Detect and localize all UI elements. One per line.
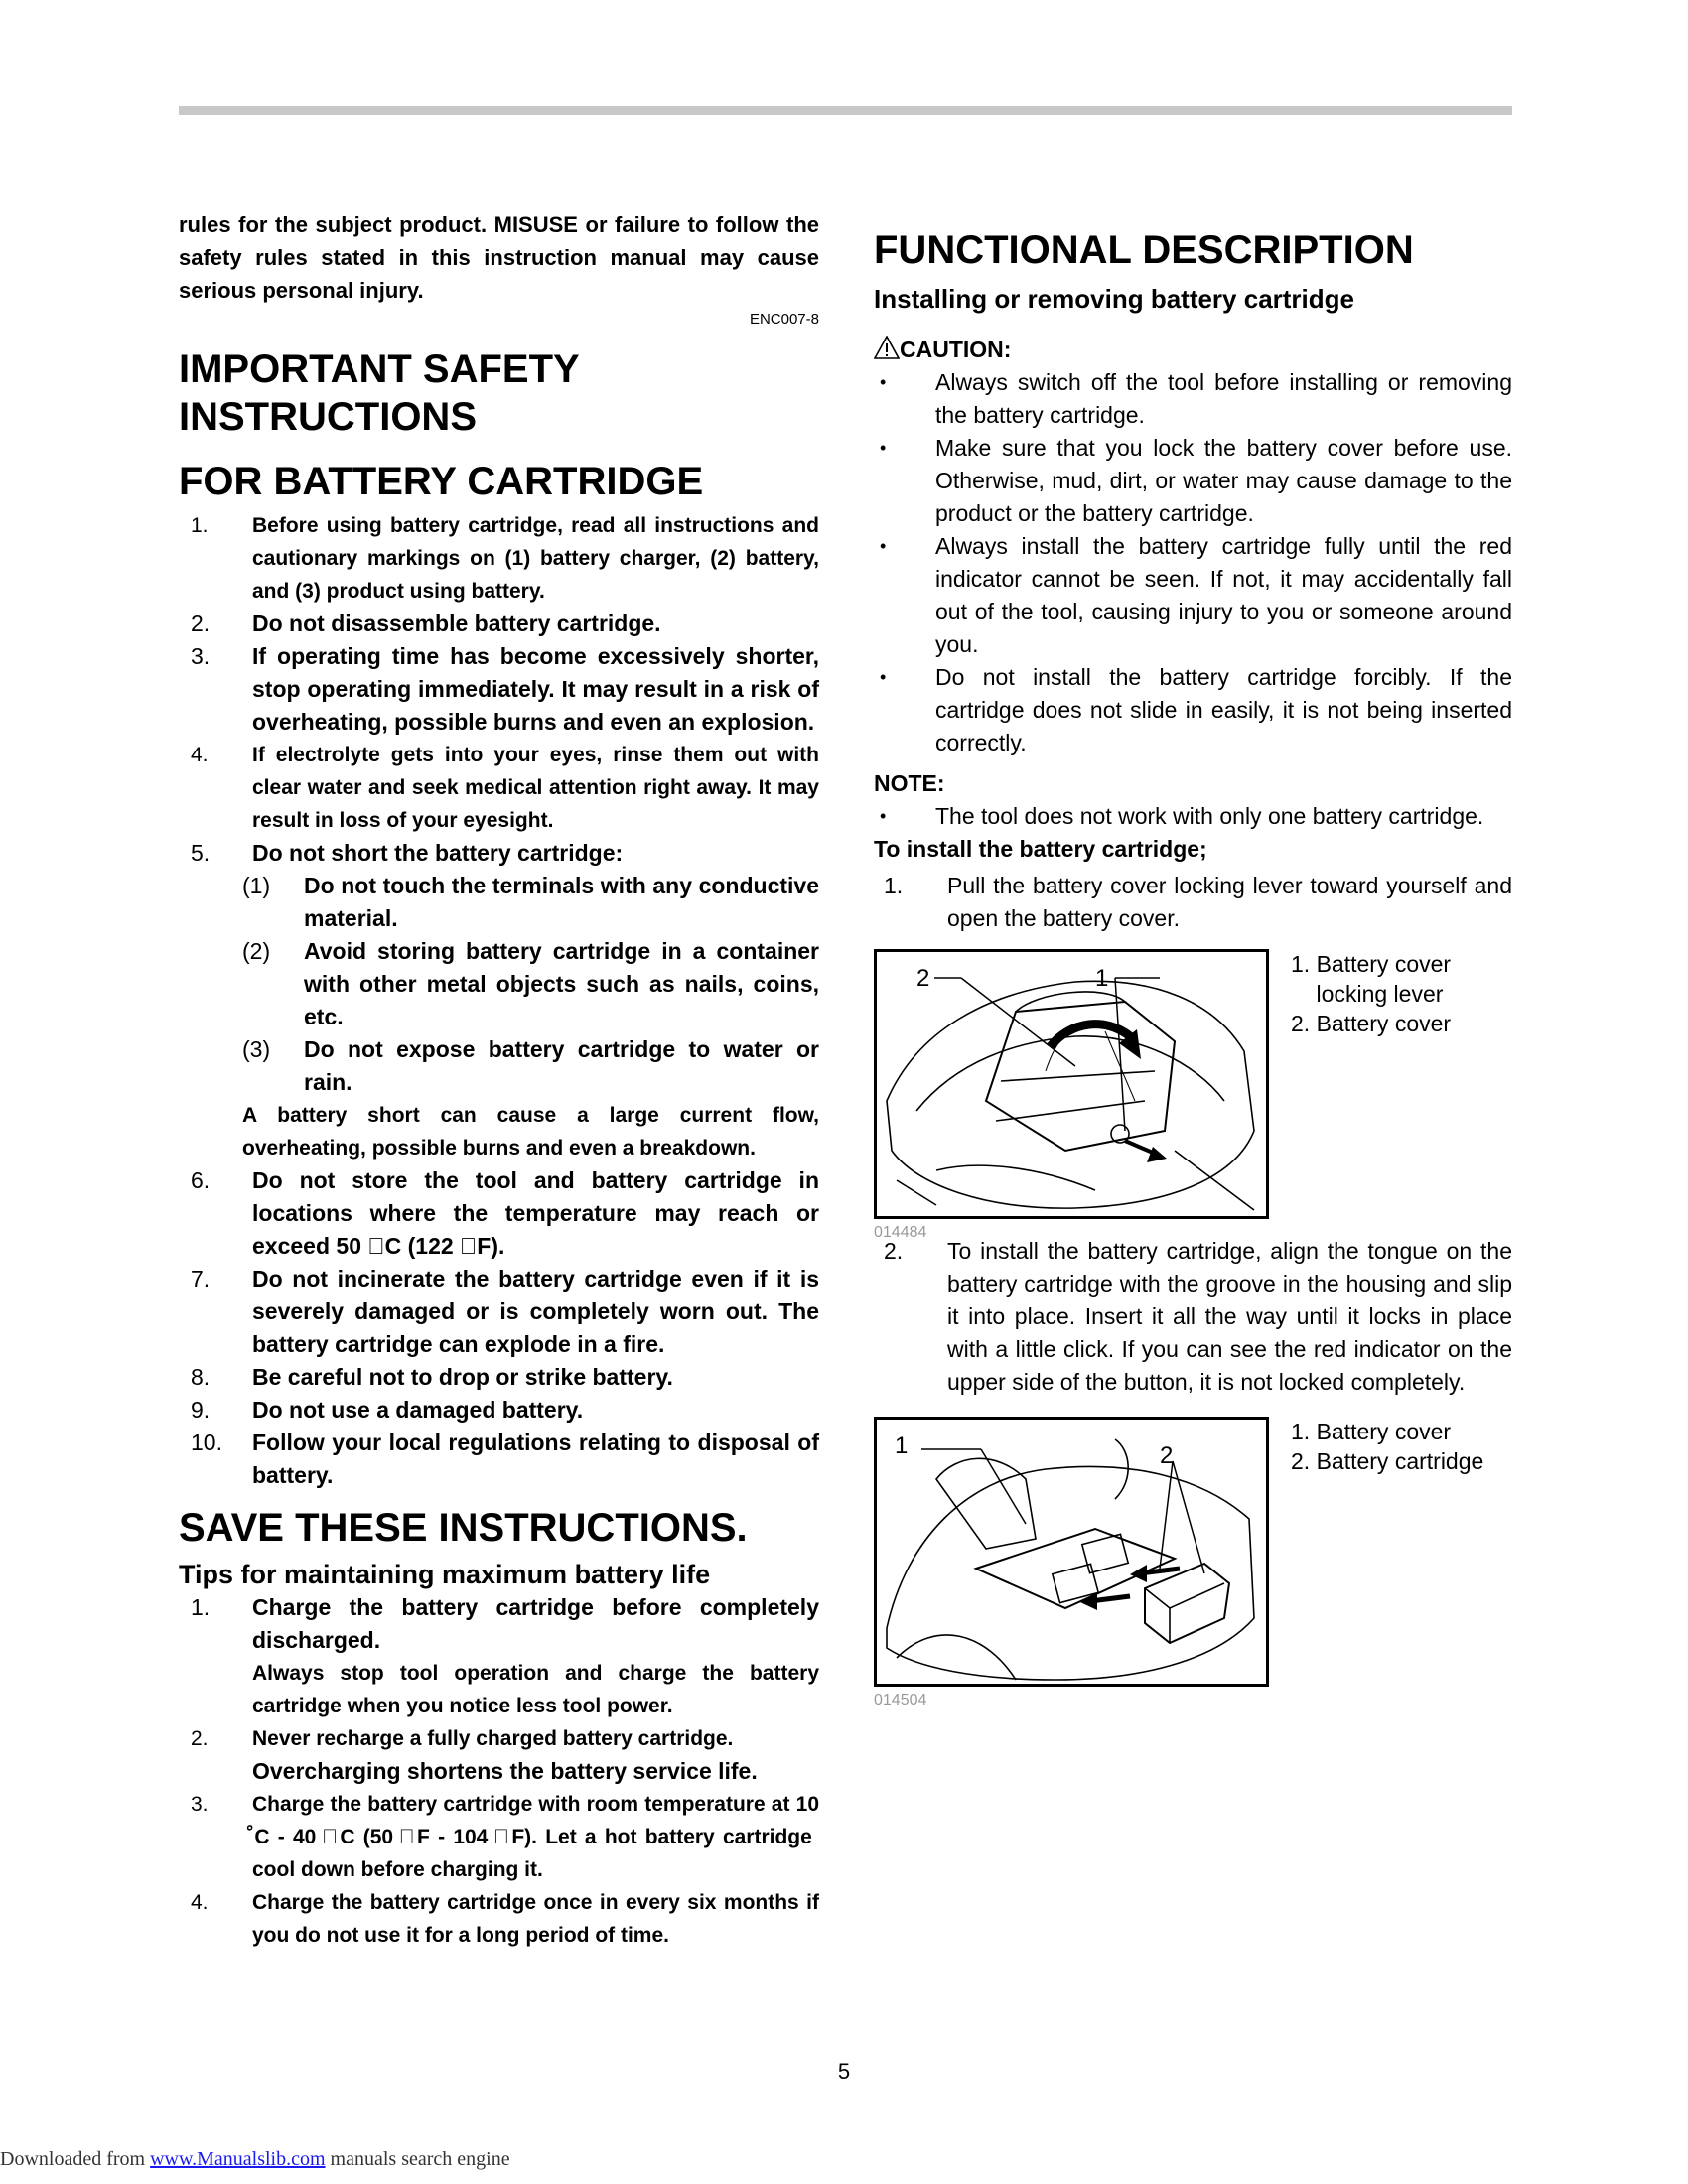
warning-triangle-icon — [874, 336, 900, 359]
note-item: • The tool does not work with only one battery cartridge. — [880, 803, 1484, 829]
heading-installing: Installing or removing battery cartridge — [874, 284, 1354, 314]
footer-prefix: Downloaded from — [0, 2148, 151, 2170]
intro-paragraph: rules for the subject product. MISUSE or failure to follow the safety rules stated in this instruction manual may cause serious personal injury. — [179, 212, 819, 303]
legend-item: 1. Battery cover — [1291, 951, 1452, 977]
right-column — [874, 226, 1512, 1708]
short-circuit-note: A battery short can cause a large current flow, overheating, possible burns and even a breakdown. — [242, 1104, 819, 1160]
step-item: 1. Pull the battery cover locking lever toward yourself and open the battery cover. — [884, 873, 1512, 931]
callout-2: 2 — [916, 965, 930, 992]
footer-suffix: manuals search engine — [325, 2148, 510, 2170]
sub-list-item: (2) Avoid storing battery cartridge in a container with other metal objects such as nails, coins, etc. — [242, 938, 819, 1029]
heading-tips: Tips for maintaining maximum battery life — [179, 1560, 711, 1589]
download-footer — [0, 2148, 510, 2171]
caution-item: • Make sure that you lock the battery cover before use. Otherwise, mud, dirt, or water may cause damage to the product or the battery cartridge. — [880, 435, 1512, 526]
left-column — [179, 208, 819, 1952]
figure-code: 014484 — [874, 1224, 927, 1241]
figure-battery-cover — [874, 949, 1512, 1241]
tip-item: 1. Charge the battery cartridge before completely discharged. — [191, 1594, 819, 1653]
heading-battery-cartridge: FOR BATTERY CARTRIDGE — [179, 460, 704, 503]
list-item: 8. Be careful not to drop or strike battery. — [191, 1364, 673, 1390]
to-install-heading: To install the battery cartridge; — [874, 836, 1207, 862]
sub-list-item: (1) Do not touch the terminals with any conductive material. — [242, 873, 819, 931]
list-item: 7. Do not incinerate the battery cartridge even if it is severely damaged or is completely worn out. The battery cartridge can explode in a fire. — [191, 1266, 819, 1357]
tip-item-detail: Overcharging shortens the battery service life. — [252, 1758, 758, 1784]
caution-heading: CAUTION: — [874, 334, 1512, 366]
figure-legend — [1291, 1417, 1483, 1476]
list-item: 5. Do not short the battery cartridge: — [191, 840, 624, 866]
heading-functional-description: FUNCTIONAL DESCRIPTION — [874, 228, 1414, 272]
callout-1: 1 — [1095, 965, 1109, 992]
list-item: 6. Do not store the tool and battery cartridge in locations where the temperature may reach or exceed 50 ゚C (122 ゚F). — [191, 1167, 819, 1259]
tip-item-detail: Always stop tool operation and charge the battery cartridge when you notice less tool power. — [252, 1662, 819, 1717]
caution-item: • Do not install the battery cartridge forcibly. If the cartridge does not slide in easily, it is not being inserted correctly. — [880, 664, 1512, 755]
note-heading: NOTE: — [874, 770, 945, 796]
lawn-mower-cover-illustration — [877, 952, 1266, 1216]
legend-item: 1. Battery cover — [1291, 1419, 1452, 1444]
list-item: 9. Do not use a damaged battery. — [191, 1397, 584, 1423]
heading-save-instructions: SAVE THESE INSTRUCTIONS. — [179, 1506, 748, 1550]
tip-item: 3. Charge the battery cartridge with room temperature at 10 ゚C - 40 ゚C (50 ゚F - 104 ゚F). Let a hot battery cartridge cool down before charging it. — [191, 1793, 819, 1881]
figure-legend — [1291, 949, 1451, 1038]
figure-frame — [874, 1417, 1269, 1687]
heading-important-1: IMPORTANT SAFETY — [179, 347, 580, 391]
document-code: ENC007-8 — [749, 311, 819, 328]
list-item: 3. If operating time has become excessively shorter, stop operating immediately. It may result in a risk of overheating, possible burns and even an explosion. — [191, 643, 819, 735]
caution-item: • Always install the battery cartridge fully until the red indicator cannot be seen. If not, it may accidentally fall out of the tool, causing injury to you or someone around you. — [880, 533, 1512, 657]
legend-item: 2. Battery cover — [1291, 1011, 1452, 1036]
legend-item: locking lever — [1291, 981, 1444, 1007]
figure-frame — [874, 949, 1269, 1219]
caution-item: • Always switch off the tool before installing or removing the battery cartridge. — [880, 369, 1512, 428]
header-rule — [179, 106, 1512, 115]
callout-2: 2 — [1160, 1442, 1174, 1469]
sub-list-item: (3) Do not expose battery cartridge to water or rain. — [242, 1036, 819, 1095]
tip-item: 2. Never recharge a fully charged battery cartridge. — [191, 1727, 734, 1750]
legend-item: 2. Battery cartridge — [1291, 1448, 1484, 1474]
heading-important-2: INSTRUCTIONS — [179, 395, 477, 439]
list-item: 10. Follow your local regulations relating to disposal of battery. — [191, 1430, 819, 1488]
step-item: 2. To install the battery cartridge, align the tongue on the battery cartridge with the groove in the housing and slip it into place. Insert it all the way until it locks in place with a little click. If you can see the red indicator on the upper side of the button, it is not locked completely. — [884, 1238, 1512, 1395]
footer-link[interactable]: www.Manualslib.com — [150, 2148, 326, 2170]
page-number: 5 — [837, 2059, 851, 2084]
battery-install-illustration — [877, 1420, 1266, 1684]
tip-item: 4. Charge the battery cartridge once in every six months if you do not use it for a long period of time. — [191, 1891, 819, 1947]
figure-code: 014504 — [874, 1692, 927, 1708]
callout-1: 1 — [895, 1433, 909, 1459]
list-item: 2. Do not disassemble battery cartridge. — [191, 611, 661, 636]
list-item: 1. Before using battery cartridge, read all instructions and cautionary markings on (1) battery charger, (2) battery, and (3) product using battery. — [191, 514, 819, 603]
figure-battery-cartridge — [874, 1417, 1512, 1708]
list-item: 4. If electrolyte gets into your eyes, rinse them out with clear water and seek medical attention right away. It may result in loss of your eyesight. — [191, 744, 819, 832]
